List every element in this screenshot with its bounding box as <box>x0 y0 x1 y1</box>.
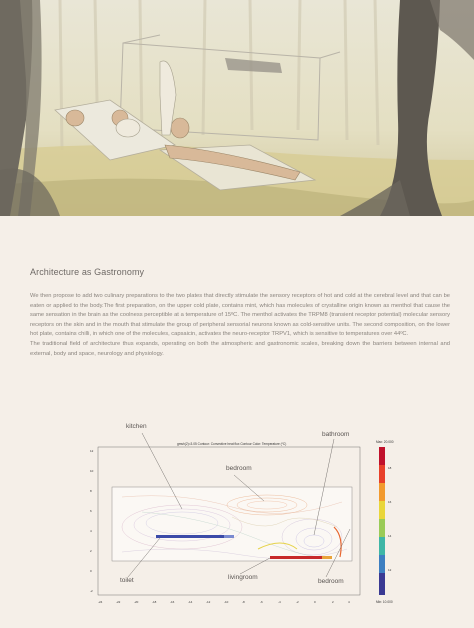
colorbar-tick: 18 <box>388 466 392 470</box>
color-swatch <box>379 519 385 537</box>
x-tick-label: -24 <box>98 600 103 604</box>
temperature-contour-figure <box>82 417 412 612</box>
colorbar-tick: 14 <box>388 534 392 538</box>
y-tick-label: -2 <box>90 589 93 593</box>
label-bedroom-top: bedroom <box>226 465 252 472</box>
x-tick-label: 4 <box>348 600 350 604</box>
x-axis-ticks <box>98 600 350 604</box>
cold-plate <box>156 535 234 538</box>
y-tick-label: 8 <box>90 489 92 493</box>
article-heading: Architecture as Gastronomy <box>30 267 145 277</box>
y-tick-label: 0 <box>90 569 92 573</box>
article-body <box>30 292 450 359</box>
y-tick-label: 12 <box>90 449 94 453</box>
color-swatch <box>379 465 385 483</box>
color-swatch <box>379 573 385 595</box>
x-tick-label: -16 <box>170 600 175 604</box>
x-tick-label: -20 <box>134 600 139 604</box>
article-paragraph: The traditional field of architecture thus expands, operating on both the atmospheric and gastronomic scales, breaking down the barriers between internal and external, body and space, neurology and physiology. <box>30 340 450 357</box>
color-swatch <box>379 537 385 555</box>
y-tick-label: 10 <box>90 469 94 473</box>
y-tick-label: 2 <box>90 549 92 553</box>
hot-plate <box>270 556 332 559</box>
label-bedroom-bottom: bedroom <box>318 578 344 585</box>
label-toilet: toilet <box>120 577 134 584</box>
label-livingroom: livingroom <box>228 574 258 581</box>
label-kitchen: kitchen <box>126 423 147 430</box>
forest-pavilion-illustration <box>0 0 474 216</box>
x-tick-label: -22 <box>116 600 121 604</box>
y-tick-label: 4 <box>90 529 92 533</box>
colorbar-max: Max: 20.000 <box>376 440 394 444</box>
color-bar <box>376 440 394 604</box>
x-tick-label: -8 <box>242 600 245 604</box>
label-bathroom: bathroom <box>322 431 350 438</box>
x-tick-label: -12 <box>206 600 211 604</box>
colorbar-tick: 12 <box>388 568 392 572</box>
x-tick-label: -4 <box>278 600 281 604</box>
illustration-drawing <box>0 0 474 216</box>
color-swatch <box>379 501 385 519</box>
colorbar-min: Min: 10.000 <box>376 600 393 604</box>
color-swatch <box>379 555 385 573</box>
x-tick-label: -2 <box>296 600 299 604</box>
colorbar-tick: 16 <box>388 500 392 504</box>
color-swatch <box>379 483 385 501</box>
x-tick-label: -6 <box>260 600 263 604</box>
x-tick-label: -18 <box>152 600 157 604</box>
y-axis-ticks <box>90 449 94 593</box>
x-tick-label: -14 <box>188 600 193 604</box>
color-swatch <box>379 447 385 465</box>
figure-header: gmsh(2)=3.05 Contour: Convective heat flux Contour Color: Temperature (ºC) <box>177 442 287 446</box>
y-tick-label: 6 <box>90 509 92 513</box>
x-tick-label: 0 <box>314 600 316 604</box>
article-paragraph: We then propose to add two culinary preparations to the two plates that directly stimulate the sensory receptors of hot and cold at the cerebral level and that can be eaten or applied to the body.The first preparation, on the upper cold plate, contains mint, which has molecules of crystalline origin known as menthol that cause the same sensation in the brain as the coolness perceptible at a temperature of 15ºC. The menthol activates the TRPM8 (transient receptor potential) molecular sensory receptors on the skin and in the mouth that stimulate the group of peripheral sensorial neurons known as cold-sensitive units. The second composition, on the lower hot plate, contains chilli, in which one of the molecules, capsaicin, activates the neuro-receptor TRPV1, which is sensitive to temperatures over 44ºC. <box>30 293 450 338</box>
x-tick-label: 2 <box>332 600 334 604</box>
x-tick-label: -10 <box>224 600 229 604</box>
